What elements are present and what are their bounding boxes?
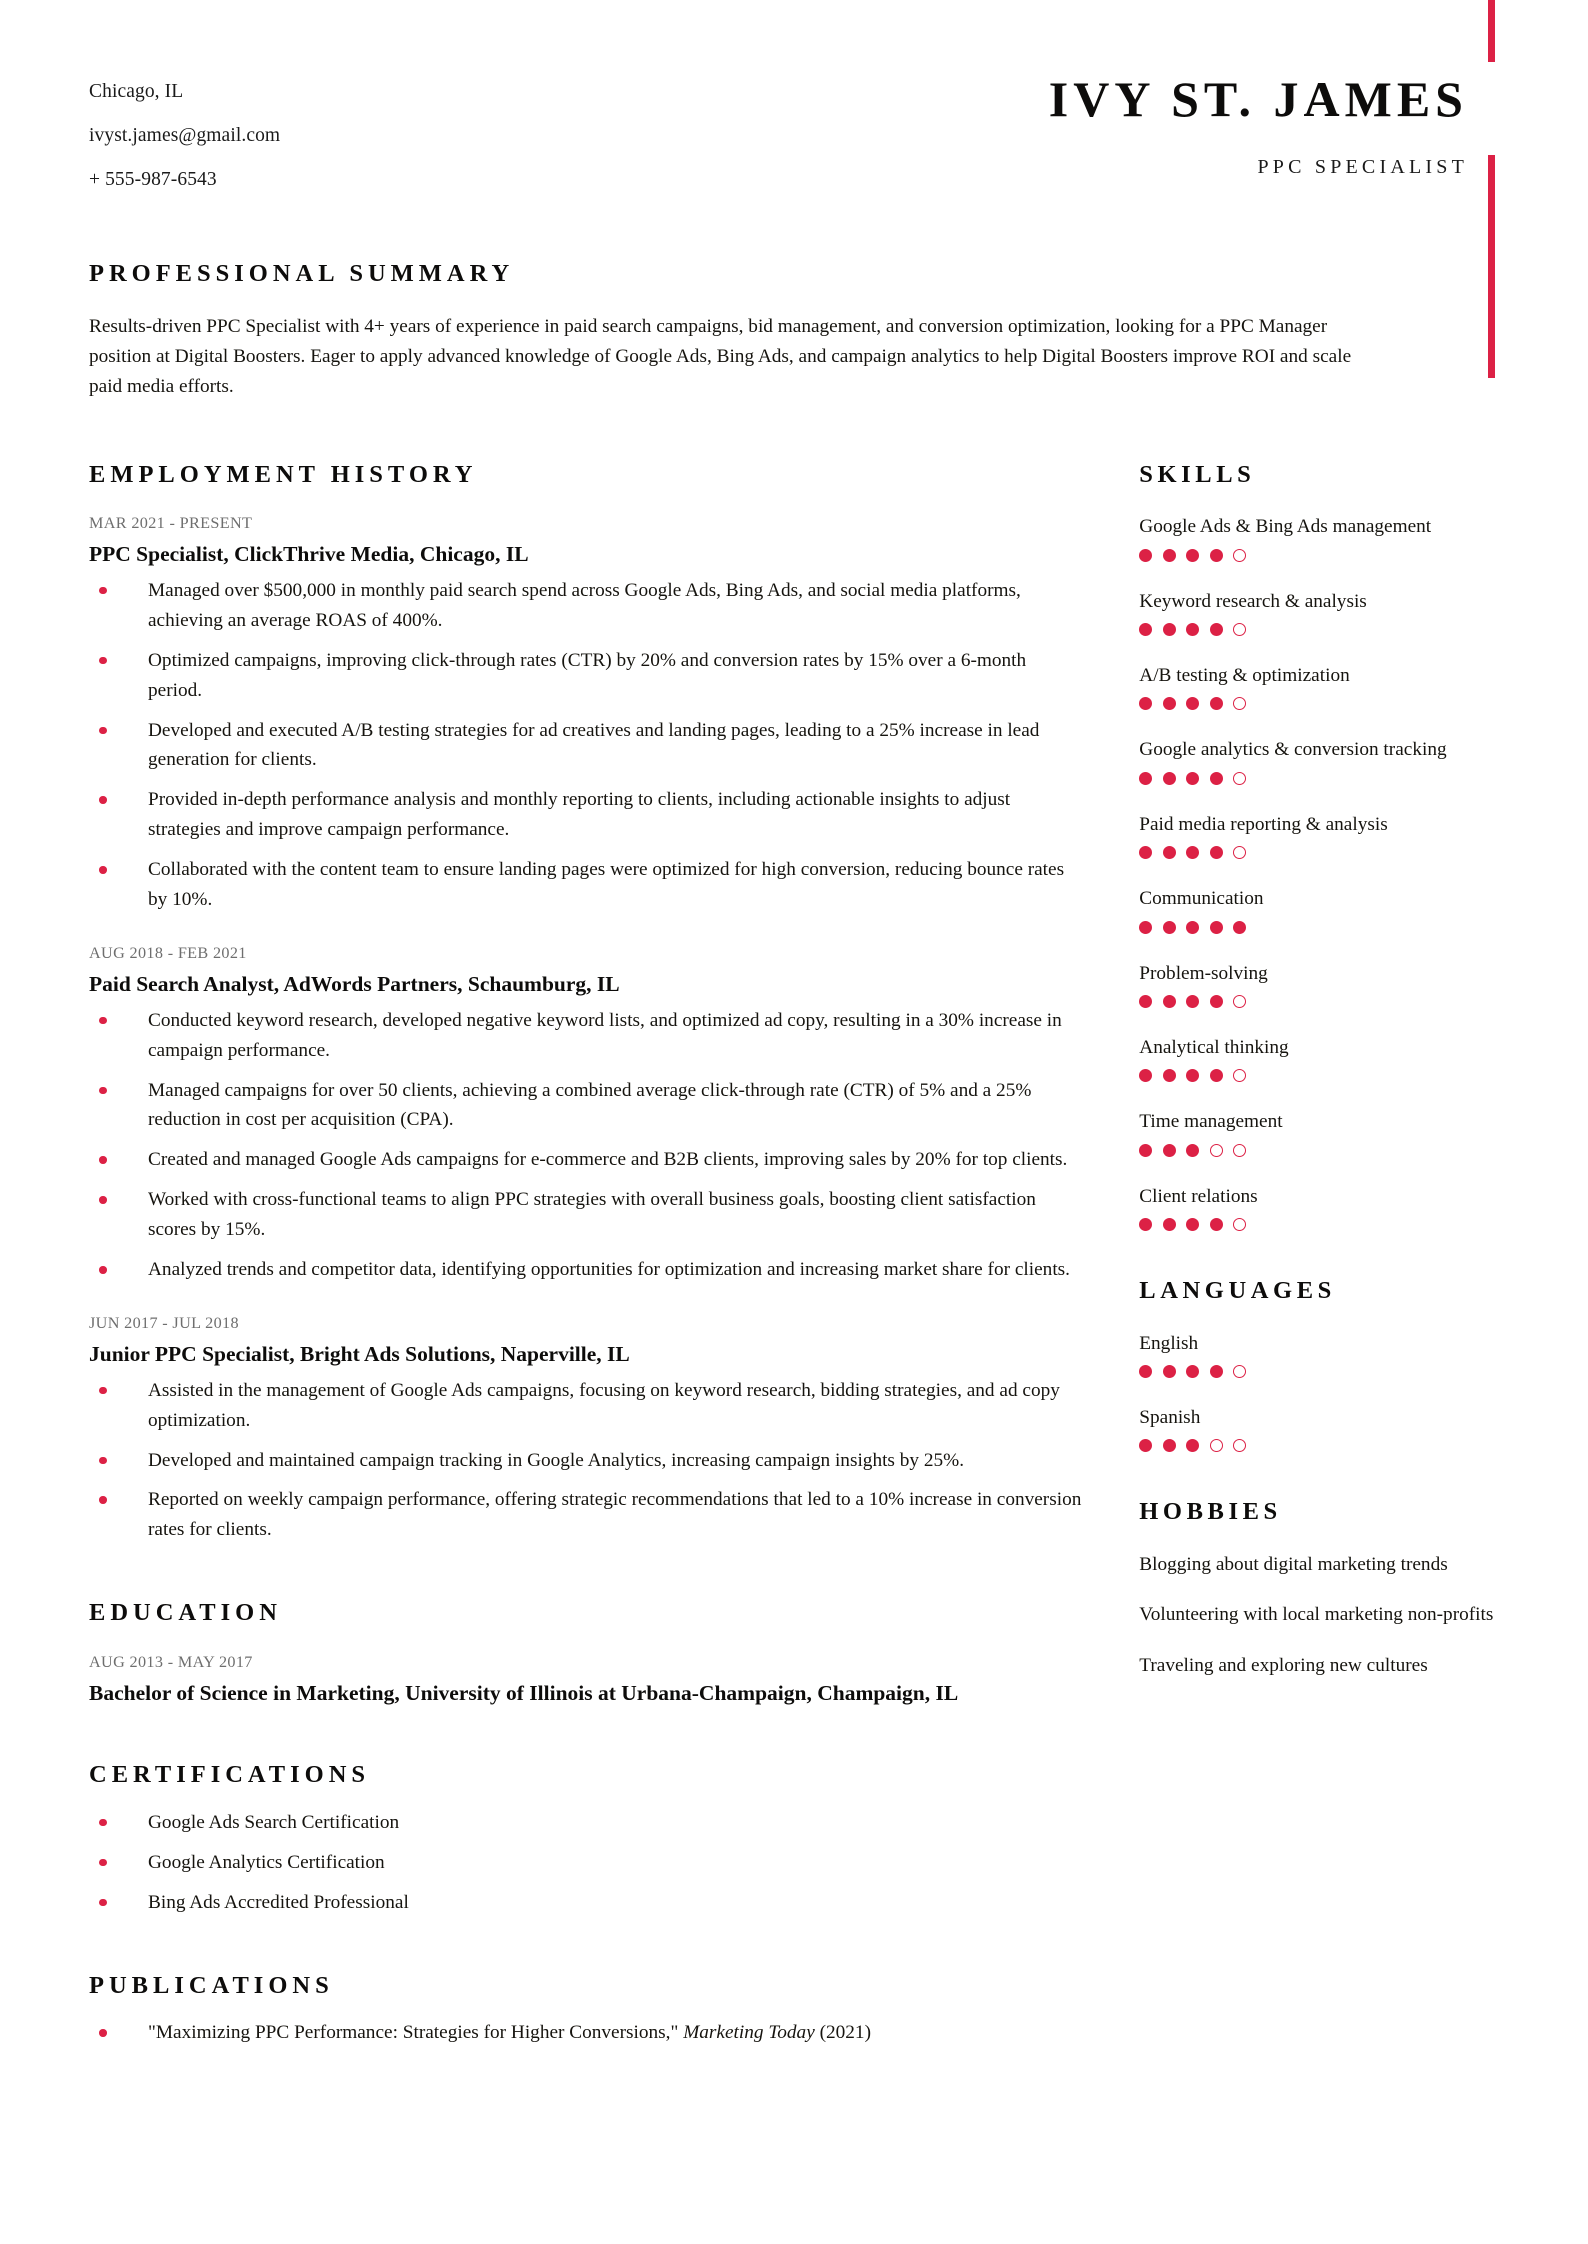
list-item: Google Analytics Certification bbox=[89, 1848, 1083, 1878]
hobby-item: Blogging about digital marketing trends bbox=[1139, 1553, 1448, 1575]
rating-dot-filled bbox=[1210, 921, 1223, 934]
rating-dot-empty bbox=[1233, 1069, 1246, 1082]
skill-rating bbox=[1139, 697, 1499, 710]
list-item: Worked with cross-functional teams to align PPC strategies with overall business goals, boosting client satisfaction scores by 15%. bbox=[89, 1185, 1083, 1245]
skill-rating bbox=[1139, 1218, 1499, 1231]
publication-year: (2021) bbox=[814, 2022, 871, 2044]
employment-entry bbox=[89, 945, 1083, 1285]
rating-dot-filled bbox=[1186, 623, 1199, 636]
certifications-heading: CERTIFICATIONS bbox=[89, 1761, 371, 1789]
sidebar-column bbox=[1131, 460, 1499, 1681]
rating-dot-filled bbox=[1186, 1439, 1199, 1452]
hobby-item: Traveling and exploring new cultures bbox=[1139, 1655, 1428, 1676]
hobbies-list bbox=[1139, 1551, 1499, 1681]
language-label: Spanish bbox=[1139, 1407, 1201, 1429]
publications-list bbox=[89, 2018, 1083, 2048]
skill-rating bbox=[1139, 921, 1499, 934]
skill-rating bbox=[1139, 1069, 1499, 1082]
rating-dot-filled bbox=[1139, 772, 1152, 785]
list-item: Managed campaigns for over 50 clients, achieving a combined average click-through rate (CTR) of 5% and a 25% reduction in cost per acquisition (CPA). bbox=[89, 1076, 1083, 1136]
certifications-list bbox=[89, 1808, 1083, 1918]
rating-dot-empty bbox=[1233, 1439, 1246, 1452]
skill-rating bbox=[1139, 549, 1499, 562]
skill-rating bbox=[1139, 772, 1499, 785]
rating-dot-filled bbox=[1210, 623, 1223, 636]
employment-entry-title: Paid Search Analyst, AdWords Partners, Schaumburg, IL bbox=[89, 972, 620, 997]
publication-title: "Maximizing PPC Performance: Strategies for Higher Conversions," bbox=[148, 2022, 684, 2044]
main-column bbox=[89, 460, 1131, 2048]
rating-dot-empty bbox=[1233, 846, 1246, 859]
list-item bbox=[89, 2018, 1083, 2048]
skill-label: Paid media reporting & analysis bbox=[1139, 813, 1388, 835]
professional-summary-section bbox=[0, 259, 1588, 402]
resume-header bbox=[0, 0, 1588, 190]
language-rating bbox=[1139, 1365, 1499, 1378]
rating-dot-empty bbox=[1233, 549, 1246, 562]
rating-dot-filled bbox=[1139, 1218, 1152, 1231]
language-rating bbox=[1139, 1439, 1499, 1452]
skill-rating bbox=[1139, 995, 1499, 1008]
rating-dot-filled bbox=[1163, 772, 1176, 785]
name-block bbox=[1048, 71, 1468, 179]
rating-dot-filled bbox=[1139, 1144, 1152, 1157]
rating-dot-filled bbox=[1139, 1439, 1152, 1452]
skill-label: Google analytics & conversion tracking bbox=[1139, 739, 1447, 761]
language-item bbox=[1139, 1330, 1499, 1378]
list-item: Developed and executed A/B testing strategies for ad creatives and landing pages, leading to a 25% increase in lead generation for clients. bbox=[89, 716, 1083, 776]
rating-dot-filled bbox=[1163, 1069, 1176, 1082]
rating-dot-filled bbox=[1210, 1218, 1223, 1231]
skill-item bbox=[1139, 1183, 1499, 1231]
summary-text: Results-driven PPC Specialist with 4+ years of experience in paid search campaigns, bid management, and conversion optimization, looking for a PPC Manager position at Digital Boosters. Eager to apply advanced knowledge of Google Ads, Bing Ads, and campaign analytics to help Digital Boosters improve ROI and scale paid media efforts. bbox=[89, 316, 1352, 397]
summary-heading: PROFESSIONAL SUMMARY bbox=[89, 259, 515, 287]
skill-label: A/B testing & optimization bbox=[1139, 665, 1350, 686]
rating-dot-filled bbox=[1139, 1069, 1152, 1082]
rating-dot-filled bbox=[1186, 772, 1199, 785]
employment-entry bbox=[89, 515, 1083, 915]
list-item: Analyzed trends and competitor data, identifying opportunities for optimization and increasing market share for clients. bbox=[89, 1255, 1083, 1285]
list-item: Collaborated with the content team to ensure landing pages were optimized for high conversion, reducing bounce rates by 10%. bbox=[89, 855, 1083, 915]
education-entry-title: Bachelor of Science in Marketing, University of Illinois at Urbana-Champaign, Champaign, IL bbox=[89, 1680, 959, 1705]
list-item: Assisted in the management of Google Ads campaigns, focusing on keyword research, bidding strategies, and ad copy optimization. bbox=[89, 1376, 1083, 1436]
rating-dot-filled bbox=[1210, 697, 1223, 710]
languages-list bbox=[1139, 1330, 1499, 1453]
rating-dot-filled bbox=[1186, 995, 1199, 1008]
rating-dot-filled bbox=[1186, 1069, 1199, 1082]
rating-dot-filled bbox=[1186, 549, 1199, 562]
employment-entry-bullets bbox=[89, 576, 1083, 915]
resume-body bbox=[0, 460, 1588, 2048]
rating-dot-empty bbox=[1233, 1365, 1246, 1378]
skill-rating bbox=[1139, 846, 1499, 859]
education-heading: EDUCATION bbox=[89, 1599, 282, 1627]
education-section bbox=[89, 1601, 1083, 1707]
employment-entry-bullets bbox=[89, 1376, 1083, 1546]
rating-dot-filled bbox=[1139, 697, 1152, 710]
list-item: Optimized campaigns, improving click-through rates (CTR) by 20% and conversion rates by 15% over a 6-month period. bbox=[89, 646, 1083, 706]
skills-list bbox=[1139, 513, 1499, 1231]
hobby-item: Volunteering with local marketing non-profits bbox=[1139, 1604, 1494, 1626]
contact-email[interactable]: ivyst.james@gmail.com bbox=[89, 125, 281, 146]
rating-dot-empty bbox=[1233, 995, 1246, 1008]
rating-dot-filled bbox=[1139, 995, 1152, 1008]
skill-label: Analytical thinking bbox=[1139, 1036, 1289, 1058]
rating-dot-filled bbox=[1163, 697, 1176, 710]
skill-item bbox=[1139, 513, 1499, 561]
skill-label: Time management bbox=[1139, 1111, 1283, 1133]
rating-dot-filled bbox=[1139, 549, 1152, 562]
candidate-job-title: PPC SPECIALIST bbox=[1257, 156, 1468, 178]
rating-dot-filled bbox=[1139, 1365, 1152, 1378]
rating-dot-filled bbox=[1186, 846, 1199, 859]
list-item: Conducted keyword research, developed negative keyword lists, and optimized ad copy, resulting in a 30% increase in campaign performance. bbox=[89, 1006, 1083, 1066]
rating-dot-filled bbox=[1163, 921, 1176, 934]
rating-dot-empty bbox=[1233, 1144, 1246, 1157]
rating-dot-filled bbox=[1139, 623, 1152, 636]
employment-heading: EMPLOYMENT HISTORY bbox=[89, 460, 478, 488]
employment-entry bbox=[89, 1315, 1083, 1545]
employment-entry-title: PPC Specialist, ClickThrive Media, Chicago, IL bbox=[89, 542, 529, 567]
rating-dot-empty bbox=[1233, 772, 1246, 785]
language-item bbox=[1139, 1404, 1499, 1452]
rating-dot-filled bbox=[1233, 921, 1246, 934]
rating-dot-filled bbox=[1210, 1069, 1223, 1082]
employment-entry-title: Junior PPC Specialist, Bright Ads Solutions, Naperville, IL bbox=[89, 1342, 630, 1367]
skill-item bbox=[1139, 588, 1499, 636]
skill-item bbox=[1139, 662, 1499, 710]
candidate-name: IVY ST. JAMES bbox=[1048, 71, 1468, 127]
publication-journal: Marketing Today bbox=[683, 2022, 815, 2044]
rating-dot-filled bbox=[1210, 549, 1223, 562]
contact-phone[interactable]: + 555-987-6543 bbox=[89, 169, 217, 190]
rating-dot-filled bbox=[1163, 995, 1176, 1008]
rating-dot-filled bbox=[1163, 846, 1176, 859]
skill-label: Google Ads & Bing Ads management bbox=[1139, 516, 1432, 538]
skill-item bbox=[1139, 1034, 1499, 1082]
rating-dot-empty bbox=[1233, 1218, 1246, 1231]
rating-dot-filled bbox=[1163, 1144, 1176, 1157]
employment-entry-bullets bbox=[89, 1006, 1083, 1285]
skill-item bbox=[1139, 736, 1499, 784]
list-item: Provided in-depth performance analysis and monthly reporting to clients, including actionable insights to adjust strategies and improve campaign performance. bbox=[89, 785, 1083, 845]
rating-dot-filled bbox=[1163, 1439, 1176, 1452]
skill-item bbox=[1139, 1108, 1499, 1156]
skill-rating bbox=[1139, 1144, 1499, 1157]
rating-dot-filled bbox=[1163, 623, 1176, 636]
publications-heading: PUBLICATIONS bbox=[89, 1971, 334, 1999]
rating-dot-filled bbox=[1186, 921, 1199, 934]
list-item: Bing Ads Accredited Professional bbox=[89, 1888, 1083, 1918]
rating-dot-filled bbox=[1139, 846, 1152, 859]
rating-dot-filled bbox=[1139, 921, 1152, 934]
contact-block bbox=[89, 74, 280, 190]
rating-dot-filled bbox=[1186, 1218, 1199, 1231]
rating-dot-filled bbox=[1210, 772, 1223, 785]
rating-dot-filled bbox=[1210, 846, 1223, 859]
rating-dot-filled bbox=[1186, 1144, 1199, 1157]
list-item: Created and managed Google Ads campaigns for e-commerce and B2B clients, improving sales by 20% for top clients. bbox=[89, 1145, 1083, 1175]
language-label: English bbox=[1139, 1332, 1199, 1354]
languages-section bbox=[1139, 1279, 1499, 1452]
certifications-section bbox=[89, 1763, 1083, 1917]
rating-dot-empty bbox=[1233, 697, 1246, 710]
rating-dot-filled bbox=[1186, 697, 1199, 710]
education-entry-date: AUG 2013 - MAY 2017 bbox=[89, 1652, 253, 1671]
languages-heading: LANGUAGES bbox=[1139, 1277, 1336, 1305]
employment-entry-date: AUG 2018 - FEB 2021 bbox=[89, 944, 247, 962]
skill-rating bbox=[1139, 623, 1499, 636]
rating-dot-filled bbox=[1163, 1365, 1176, 1378]
rating-dot-empty bbox=[1210, 1439, 1223, 1452]
rating-dot-filled bbox=[1210, 995, 1223, 1008]
list-item: Managed over $500,000 in monthly paid search spend across Google Ads, Bing Ads, and social media platforms, achieving an average ROAS of 400%. bbox=[89, 576, 1083, 636]
publications-section bbox=[89, 1971, 1083, 2048]
rating-dot-empty bbox=[1233, 623, 1246, 636]
education-entry bbox=[89, 1654, 1083, 1708]
rating-dot-filled bbox=[1186, 1365, 1199, 1378]
list-item: Reported on weekly campaign performance, offering strategic recommendations that led to a 10% increase in conversion rates for clients. bbox=[89, 1485, 1083, 1545]
skills-section bbox=[1139, 460, 1499, 1231]
rating-dot-filled bbox=[1163, 549, 1176, 562]
skill-label: Communication bbox=[1139, 888, 1264, 910]
rating-dot-filled bbox=[1163, 1218, 1176, 1231]
employment-entry-date: MAR 2021 - PRESENT bbox=[89, 514, 253, 533]
skill-item bbox=[1139, 885, 1499, 933]
rating-dot-filled bbox=[1210, 1365, 1223, 1378]
skill-label: Problem-solving bbox=[1139, 962, 1268, 984]
hobbies-heading: HOBBIES bbox=[1139, 1498, 1282, 1526]
employment-entry-date: JUN 2017 - JUL 2018 bbox=[89, 1313, 239, 1332]
rating-dot-empty bbox=[1210, 1144, 1223, 1157]
skill-item bbox=[1139, 960, 1499, 1008]
skill-label: Client relations bbox=[1139, 1185, 1258, 1207]
skill-label: Keyword research & analysis bbox=[1139, 590, 1367, 612]
contact-location: Chicago, IL bbox=[89, 81, 184, 102]
list-item: Developed and maintained campaign tracking in Google Analytics, increasing campaign insights by 25%. bbox=[89, 1446, 1083, 1476]
hobbies-section bbox=[1139, 1500, 1499, 1680]
list-item: Google Ads Search Certification bbox=[89, 1808, 1083, 1838]
skills-heading: SKILLS bbox=[1139, 460, 1256, 488]
employment-history-section bbox=[89, 460, 1083, 1546]
skill-item bbox=[1139, 811, 1499, 859]
